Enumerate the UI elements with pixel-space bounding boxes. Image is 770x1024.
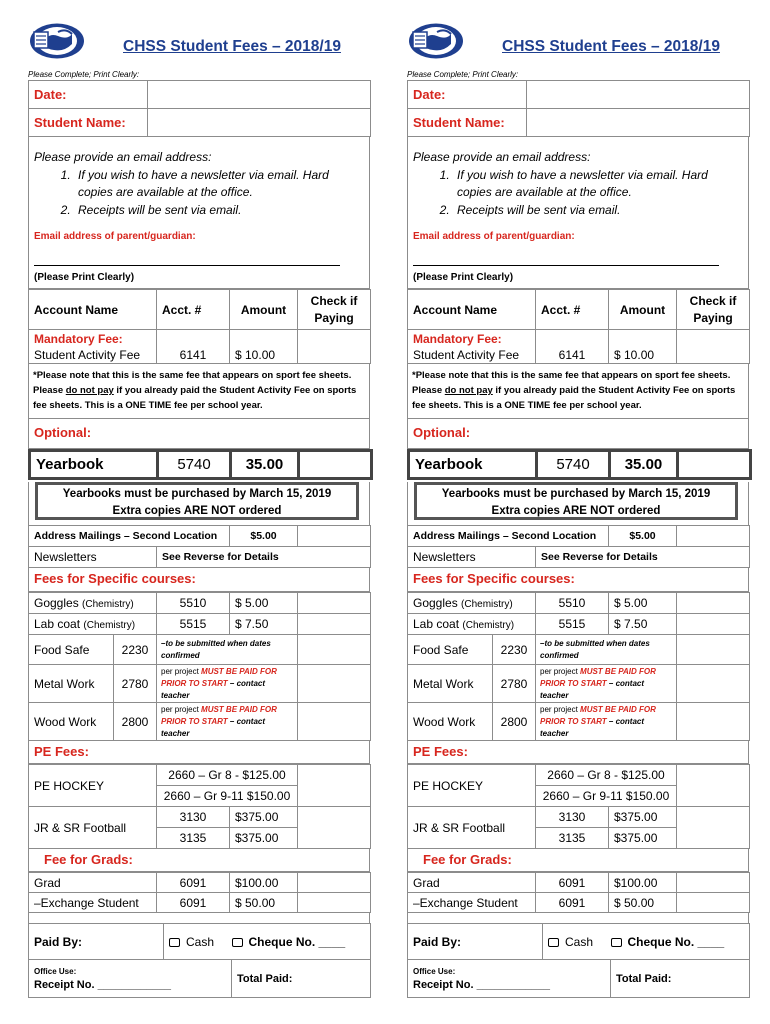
goggles-check[interactable] [677,593,750,614]
header-check-paying: Check if Paying [298,290,371,330]
activity-fee-name: Student Activity Fee [34,347,141,362]
foodsafe-check[interactable] [298,635,371,665]
email-points [453,167,743,220]
foodsafe-acct: 2230 [114,635,157,665]
football-check[interactable] [298,807,371,849]
goggles-label: Goggles [413,596,458,610]
labcoat-sub: (Chemistry) [462,620,515,631]
activity-fee-name: Student Activity Fee [413,347,520,362]
address-mailings-check[interactable] [677,526,750,547]
specific-courses-label: Fees for Specific courses: [407,568,749,592]
form-header [28,20,370,70]
pe-fees-label: PE Fees: [28,741,370,764]
mailings-table [28,525,371,568]
pe-hockey-name: PE HOCKEY [29,765,157,807]
labcoat-amount: $ 7.50 [609,614,677,635]
pe-hockey-check[interactable] [677,765,750,807]
woodwork-acct: 2800 [493,703,536,741]
office-use-cell [29,960,232,998]
pe-hockey-name: PE HOCKEY [408,765,536,807]
grads-fee-label: Fee for Grads: [407,849,749,872]
metalwork-note [157,665,298,703]
foodsafe-name: Food Safe [29,635,114,665]
note-text-1: *Please note that this is the same fee that appears on sport fee sheets. Please [33,370,352,396]
woodwork-note-pre: per project [540,704,581,714]
cheque-option[interactable] [611,924,750,960]
activity-fee-amount: $ 10.00 [609,330,677,364]
email-intro: Please provide an email address: [413,150,591,164]
foodsafe-note: –to be submitted when dates confirmed [157,635,298,665]
metalwork-note-post: – contact teacher [540,678,645,700]
school-logo-icon [28,22,86,60]
newsletters-detail: See Reverse for Details [536,547,750,568]
labcoat-label: Lab coat [34,617,81,631]
activity-fee-note [407,364,749,419]
metalwork-check[interactable] [677,665,750,703]
yearbook-note-wrap [407,482,749,525]
student-name-label: Student Name: [408,109,527,137]
labcoat-sub: (Chemistry) [83,620,136,631]
yearbook-row [28,449,373,480]
header-acct-no: Acct. # [536,290,609,330]
email-point-newsletter: 1. If you wish to have a newsletter via email. Hard copies are available at the office. [453,167,743,202]
football-acct-sr: 3135 [536,828,609,849]
pe-hockey-check[interactable] [298,765,371,807]
date-label: Date: [408,81,527,109]
foodsafe-acct: 2230 [493,635,536,665]
grad-acct: 6091 [536,873,609,893]
yearbook-note-wrap [28,482,370,525]
email-input-line[interactable] [413,242,719,266]
payment-table [407,923,750,998]
print-clearly-note: (Please Print Clearly) [34,272,135,283]
woodwork-note [536,703,677,741]
address-mailings-amount: $5.00 [609,526,677,547]
email-section [407,137,749,289]
office-use-label: Office Use: [34,966,77,976]
spacer [28,913,370,923]
cash-label: Cash [565,934,594,949]
exchange-check[interactable] [298,893,371,913]
receipt-no: Receipt No. ____________ [34,978,171,991]
email-label: Email address of parent/guardian: [413,231,575,242]
school-logo-icon [407,22,465,60]
cheque-checkbox[interactable] [611,938,622,947]
courses-table [28,592,371,741]
football-amount-sr: $375.00 [609,828,677,849]
cheque-checkbox[interactable] [232,938,243,947]
yearbook-name: Yearbook [30,451,158,479]
form-title: CHSS Student Fees – 2018/19 [123,38,341,55]
yearbook-check[interactable] [299,451,372,479]
cash-checkbox[interactable] [548,938,559,947]
woodwork-note-post: – contact teacher [540,716,645,738]
student-name-field[interactable] [148,109,371,137]
football-acct-jr: 3130 [157,807,230,828]
yearbook-note [414,482,738,520]
foodsafe-name: Food Safe [408,635,493,665]
football-acct-sr: 3135 [157,828,230,849]
instruction-text: Please Complete; Print Clearly: [28,70,140,79]
pe-table [407,764,750,849]
woodwork-note-warning: MUST BE PAID FOR PRIOR TO START [161,704,277,726]
print-clearly-note: (Please Print Clearly) [413,272,514,283]
activity-fee-acct: 6141 [157,330,230,364]
spacer [407,913,749,923]
yearbook-row [407,449,752,480]
cash-checkbox[interactable] [169,938,180,947]
header-account-name: Account Name [408,290,536,330]
yearbook-acct: 5740 [158,451,231,479]
metalwork-note-post: – contact teacher [161,678,266,700]
labcoat-name [29,614,157,635]
note-text-underline: do not pay [65,385,114,396]
activity-fee-cell [29,330,157,364]
mandatory-fee-table [407,289,750,364]
fee-form-right [407,20,749,998]
note-text-underline: do not pay [444,385,493,396]
yearbook-note-deadline: Yearbooks must be purchased by March 15, 2019 [62,488,332,500]
pe-table [28,764,371,849]
date-label: Date: [29,81,148,109]
paid-by-label: Paid By: [408,924,543,960]
header-account-name: Account Name [29,290,157,330]
grad-amount: $100.00 [230,873,298,893]
office-use-cell [408,960,611,998]
email-input-line[interactable] [34,242,340,266]
football-acct-jr: 3130 [536,807,609,828]
woodwork-note [157,703,298,741]
woodwork-note-warning: MUST BE PAID FOR PRIOR TO START [540,704,656,726]
labcoat-check[interactable] [298,614,371,635]
cheque-label: Cheque No. ____ [248,934,346,949]
newsletters-name: Newsletters [29,547,157,568]
address-mailings-amount: $5.00 [230,526,298,547]
mandatory-fee-label: Mandatory Fee: [413,331,502,346]
exchange-check[interactable] [677,893,750,913]
mailings-table [407,525,750,568]
football-check[interactable] [677,807,750,849]
metalwork-acct: 2780 [114,665,157,703]
goggles-acct: 5510 [157,593,230,614]
activity-fee-acct: 6141 [536,330,609,364]
metalwork-note-pre: per project [540,666,581,676]
activity-fee-check[interactable] [298,330,371,364]
grad-acct: 6091 [157,873,230,893]
mandatory-fee-table [28,289,371,364]
grad-amount: $100.00 [609,873,677,893]
email-point-receipts: 2. Receipts will be sent via email. [74,202,364,220]
note-text-1: *Please note that this is the same fee that appears on sport fee sheets. Please [412,370,731,396]
optional-label: Optional: [407,419,749,449]
form-header [407,20,749,70]
woodwork-note-pre: per project [161,704,202,714]
email-intro: Please provide an email address: [34,150,212,164]
newsletters-detail: See Reverse for Details [157,547,371,568]
activity-fee-amount: $ 10.00 [230,330,298,364]
cheque-option[interactable] [232,924,371,960]
metalwork-note-warning: MUST BE PAID FOR PRIOR TO START [540,666,656,688]
labcoat-amount: $ 7.50 [230,614,298,635]
courses-table [407,592,750,741]
labcoat-check[interactable] [677,614,750,635]
woodwork-check[interactable] [298,703,371,741]
football-amount-sr: $375.00 [230,828,298,849]
labcoat-acct: 5515 [536,614,609,635]
form-title: CHSS Student Fees – 2018/19 [502,38,720,55]
grad-name: Grad [408,873,536,893]
yearbook-check[interactable] [678,451,751,479]
yearbook-note-deadline: Yearbooks must be purchased by March 15, 2019 [441,488,711,500]
pe-hockey-gr8: 2660 – Gr 8 - $125.00 [536,765,677,786]
metalwork-name: Metal Work [408,665,493,703]
grads-table [407,872,750,913]
email-point-newsletter: 1. If you wish to have a newsletter via email. Hard copies are available at the office. [74,167,364,202]
payment-table [28,923,371,998]
pe-hockey-gr9-11: 2660 – Gr 9-11 $150.00 [536,786,677,807]
yearbook-name: Yearbook [409,451,537,479]
goggles-sub: (Chemistry) [82,599,134,610]
activity-fee-note [28,364,370,419]
metalwork-note-pre: per project [161,666,202,676]
metalwork-note [536,665,677,703]
email-points [74,167,364,220]
header-amount: Amount [230,290,298,330]
woodwork-name: Wood Work [408,703,493,741]
mandatory-fee-label: Mandatory Fee: [34,331,123,346]
goggles-name [408,593,536,614]
woodwork-note-post: – contact teacher [161,716,266,738]
student-name-field[interactable] [527,109,750,137]
exchange-acct: 6091 [536,893,609,913]
note-text-2: if you already paid the Student Activity Fee on sports fee sheets. This is a ONE TIME fee per school year. [412,385,736,411]
address-mailings-check[interactable] [298,526,371,547]
metalwork-note-warning: MUST BE PAID FOR PRIOR TO START [161,666,277,688]
woodwork-name: Wood Work [29,703,114,741]
exchange-name: –Exchange Student [408,893,536,913]
yearbook-acct: 5740 [537,451,610,479]
metalwork-acct: 2780 [493,665,536,703]
address-mailings-name: Address Mailings – Second Location [29,526,230,547]
grad-name: Grad [29,873,157,893]
goggles-check[interactable] [298,593,371,614]
date-field[interactable] [527,81,750,109]
exchange-amount: $ 50.00 [230,893,298,913]
cash-label: Cash [186,934,215,949]
grad-check[interactable] [677,873,750,893]
student-name-label: Student Name: [29,109,148,137]
total-paid-label: Total Paid: [232,960,371,998]
labcoat-label: Lab coat [413,617,460,631]
fee-form-left [28,20,370,998]
exchange-name: –Exchange Student [29,893,157,913]
identity-table [28,80,371,137]
exchange-acct: 6091 [157,893,230,913]
goggles-amount: $ 5.00 [230,593,298,614]
instruction-text: Please Complete; Print Clearly: [407,70,519,79]
cheque-label: Cheque No. ____ [627,934,725,949]
address-mailings-name: Address Mailings – Second Location [408,526,609,547]
yearbook-amount: 35.00 [610,451,678,479]
activity-fee-cell [408,330,536,364]
receipt-no: Receipt No. ____________ [413,978,550,991]
yearbook-amount: 35.00 [231,451,299,479]
header-check-paying: Check if Paying [677,290,750,330]
goggles-name [29,593,157,614]
goggles-amount: $ 5.00 [609,593,677,614]
goggles-label: Goggles [34,596,79,610]
football-name: JR & SR Football [408,807,536,849]
cash-option[interactable] [543,924,611,960]
optional-label: Optional: [28,419,370,449]
paid-by-label: Paid By: [29,924,164,960]
pe-hockey-gr9-11: 2660 – Gr 9-11 $150.00 [157,786,298,807]
exchange-amount: $ 50.00 [609,893,677,913]
woodwork-acct: 2800 [114,703,157,741]
office-use-label: Office Use: [413,966,456,976]
foodsafe-note: –to be submitted when dates confirmed [536,635,677,665]
grad-check[interactable] [298,873,371,893]
labcoat-acct: 5515 [157,614,230,635]
grads-table [28,872,371,913]
football-name: JR & SR Football [29,807,157,849]
email-label: Email address of parent/guardian: [34,231,196,242]
specific-courses-label: Fees for Specific courses: [28,568,370,592]
email-point-receipts: 2. Receipts will be sent via email. [453,202,743,220]
date-field[interactable] [148,81,371,109]
labcoat-name [408,614,536,635]
foodsafe-check[interactable] [677,635,750,665]
newsletters-name: Newsletters [408,547,536,568]
header-acct-no: Acct. # [157,290,230,330]
cash-option[interactable] [164,924,232,960]
metalwork-name: Metal Work [29,665,114,703]
pe-fees-label: PE Fees: [407,741,749,764]
football-amount-jr: $375.00 [609,807,677,828]
goggles-sub: (Chemistry) [461,599,513,610]
pe-hockey-gr8: 2660 – Gr 8 - $125.00 [157,765,298,786]
grads-fee-label: Fee for Grads: [28,849,370,872]
email-section [28,137,370,289]
identity-table [407,80,750,137]
note-text-2: if you already paid the Student Activity Fee on sports fee sheets. This is a ONE TIME fee per school year. [33,385,357,411]
yearbook-note [35,482,359,520]
woodwork-check[interactable] [677,703,750,741]
goggles-acct: 5510 [536,593,609,614]
total-paid-label: Total Paid: [611,960,750,998]
yearbook-note-extra: Extra copies ARE NOT ordered [112,505,282,517]
football-amount-jr: $375.00 [230,807,298,828]
metalwork-check[interactable] [298,665,371,703]
header-amount: Amount [609,290,677,330]
activity-fee-check[interactable] [677,330,750,364]
yearbook-note-extra: Extra copies ARE NOT ordered [491,505,661,517]
